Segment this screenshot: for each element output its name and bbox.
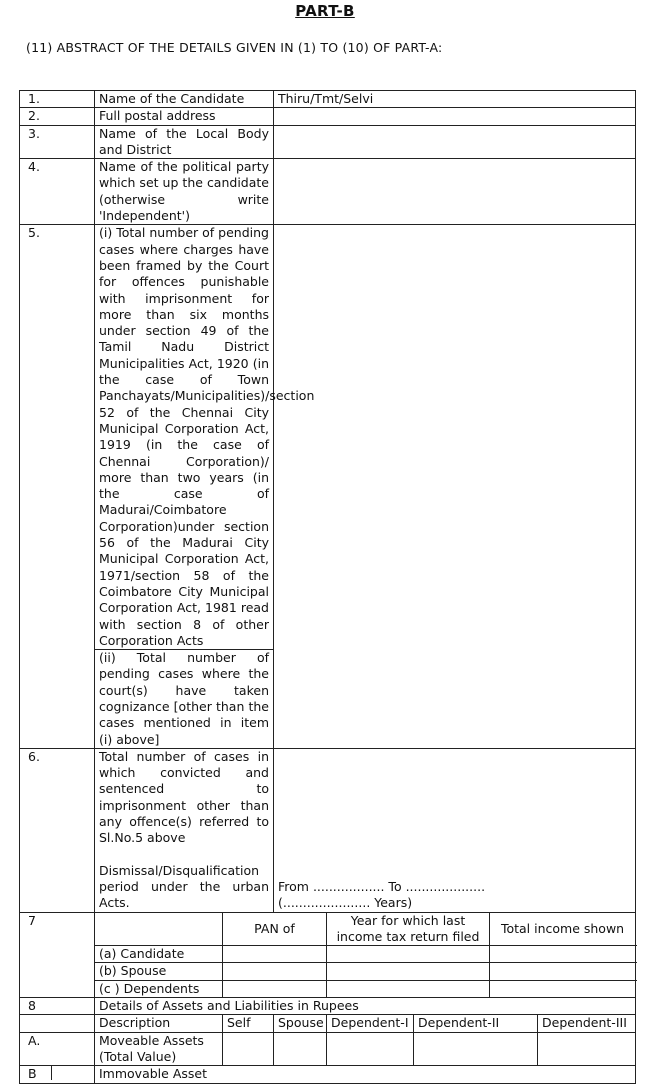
row-label: Moveable Assets (Total Value) <box>95 1032 223 1066</box>
period-from-to: From .................. To .................... <box>278 878 486 894</box>
row-value <box>274 748 636 912</box>
table-row <box>20 108 636 125</box>
row-number: B <box>20 1066 95 1083</box>
row-number: 6. <box>20 748 95 912</box>
disqualification-label: Dismissal/Disqualification period under the urban Acts. <box>99 862 269 911</box>
row-label: Full postal address <box>95 108 274 125</box>
row-label: (i) Total number of pending cases where charges have been framed by the Court for offences punishable with imprisonment for more than six months under section 49 of the Tamil Nadu District Municipalities Act, 1920 (in the case of Town Panchayats/Municipalities)/section 52 of the Chennai City Municipal Corporation Act, 1919 (in the case of Chennai Corporation)/ more than two years (in the case of Madurai/Coimbatore Corporation)under section 56 of the Madurai City Municipal Corporation Act, 1971/section 58 of the Coimbatore City Municipal Corporation Act, 1981 read with section 8 of other Corporation Acts <box>95 225 274 650</box>
col-description-header: Description <box>95 1015 223 1032</box>
abstract-table <box>19 90 636 1084</box>
row-label: (b) Spouse <box>95 963 223 980</box>
table-row <box>20 748 636 912</box>
row-number: A. <box>20 1032 95 1066</box>
row-value <box>274 108 636 125</box>
table-row <box>20 980 636 997</box>
col-year-header: Year for which last income tax return filed <box>327 912 490 946</box>
table-row <box>20 125 636 159</box>
row-value: Thiru/Tmt/Selvi <box>274 91 636 108</box>
row-label <box>95 748 274 912</box>
row-value <box>274 125 636 159</box>
table-row <box>20 159 636 225</box>
blank-cell <box>95 912 223 946</box>
row-label: (a) Candidate <box>95 946 223 963</box>
table-row <box>20 912 636 946</box>
col-dependent1-header: Dependent-I <box>327 1015 414 1032</box>
row-number: 7 <box>20 912 95 997</box>
row-label: Immovable Asset <box>95 1066 636 1083</box>
part-b-title: PART-B <box>295 2 355 20</box>
row-label: (ii) Total number of pending cases where the court(s) have taken cognizance [other than the cases mentioned in item (i) above] <box>95 650 274 749</box>
row-label: Name of the political party which set up the candidate (otherwise write 'Independent') <box>95 159 274 225</box>
col-pan-header: PAN of <box>223 912 327 946</box>
table-row <box>20 1066 636 1083</box>
row-number: 3. <box>20 125 95 159</box>
table-row <box>20 1015 636 1032</box>
col-dependent2-header: Dependent-II <box>414 1015 538 1032</box>
table-row <box>20 225 636 650</box>
row-label: Name of the Local Body and District <box>95 125 274 159</box>
table-row <box>20 946 636 963</box>
row-number: 2. <box>20 108 95 125</box>
table-row <box>20 1032 636 1066</box>
row-label: Details of Assets and Liabilities in Rupees <box>95 998 636 1015</box>
col-dependent3-header: Dependent-III <box>538 1015 636 1032</box>
row-number: 8 <box>20 998 95 1015</box>
row-value <box>274 159 636 225</box>
row-value <box>274 225 636 749</box>
col-spouse-header: Spouse <box>274 1015 327 1032</box>
row-number: 5. <box>20 225 95 749</box>
section-heading: (11) ABSTRACT OF THE DETAILS GIVEN IN (1) TO (10) OF PART-A: <box>26 40 443 55</box>
divider <box>51 1066 52 1080</box>
row-number: 1. <box>20 91 95 108</box>
row-label: Name of the Candidate <box>95 91 274 108</box>
table-row <box>20 91 636 108</box>
table-row <box>20 998 636 1015</box>
row-label: (c ) Dependents <box>95 980 223 997</box>
period-years: (...................... Years) <box>278 895 413 911</box>
row-number: 4. <box>20 159 95 225</box>
col-self-header: Self <box>223 1015 274 1032</box>
convicted-cases-label: Total number of cases in which convicted and sentenced to imprisonment other than any offence(s) referred to Sl.No.5 above <box>99 748 269 846</box>
table-row <box>20 963 636 980</box>
col-income-header: Total income shown <box>490 912 636 946</box>
